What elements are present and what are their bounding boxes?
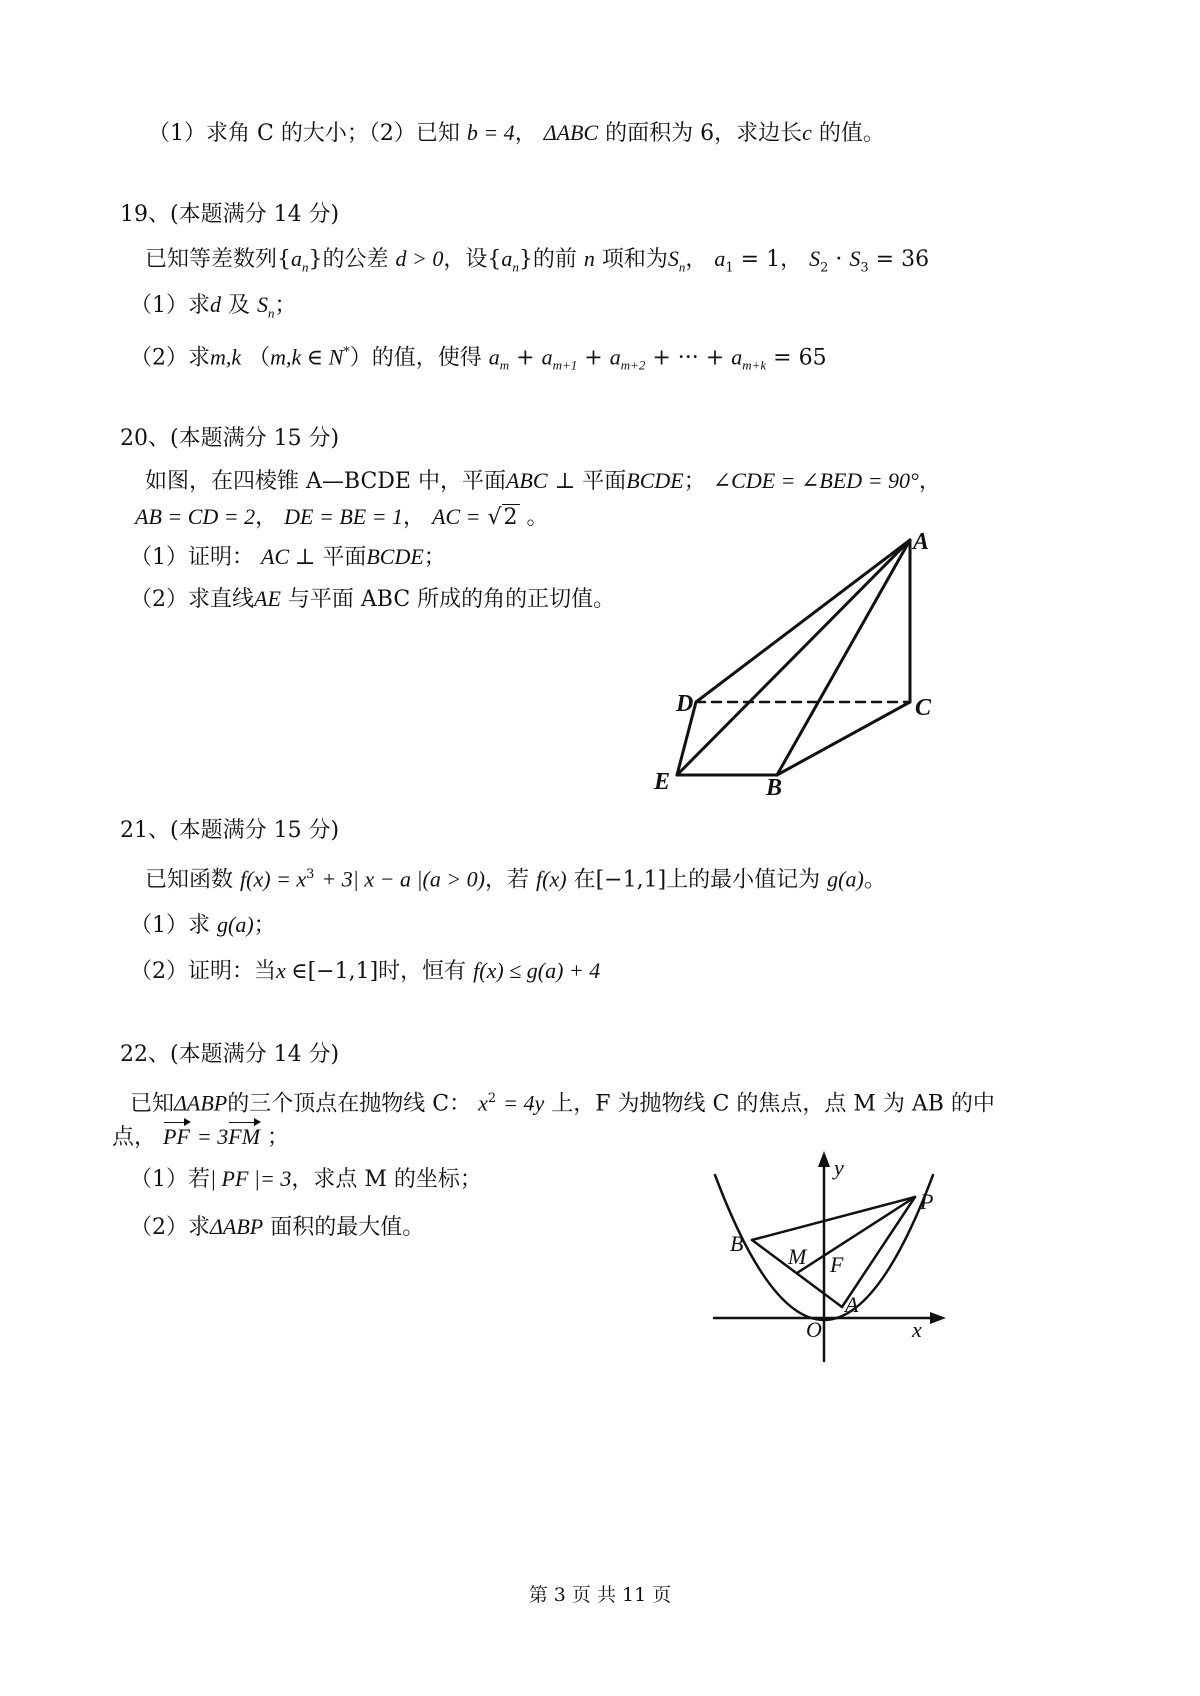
median-M-P [797,1197,915,1273]
q22-stem1 [130,1084,995,1119]
q21-fx-def: f(x) = x [240,866,307,892]
q20-bcde: BCDE [626,468,684,493]
parabola-figure [700,1145,960,1370]
q21-stem [145,860,886,895]
q19-p1-a: （1）求 [130,293,210,318]
q19-stem-c: ，设{ [443,247,502,272]
q22-p2-a: （2）求 [130,1215,210,1240]
q21-part1: （1）求 g(a)； [130,912,276,938]
q19-an-2: a [501,246,513,271]
q21-inequality: f(x) ≤ g(a) + 4 [473,958,601,983]
q21-p1-ga: g(a) [217,912,254,937]
q21-stem-d: 上的最小值记为 [666,867,821,893]
label-D: D [676,691,694,717]
q19-S2: S [809,246,821,271]
q21-p2-interval: [−1,1] [307,959,379,984]
q19-d-positive: d > 0 [395,246,444,271]
q18-b-value: b = 4 [466,120,515,145]
q20-header: 20、(本题满分 15 分) [120,426,340,451]
q21-interval: [−1,1] [595,867,667,893]
q21-p2-b: 时，恒有 [378,959,467,984]
q19-sum-value: = 65 [773,345,827,371]
q21-cube: 3 [306,867,315,882]
q20-perp: ⊥ [554,469,576,494]
q21-fx-rest: + 3| x − a |(a > 0) [321,866,485,892]
q19-stem: 已知等差数列$\{a_n\}$的公差 d > 0，设$\{a_n\}$的前 n 项和为$S_n$， $a_1 = 1$， $S_2 \cdot S_3 = 36$ [145,246,930,276]
q21-ga: g(a) [827,866,864,892]
q22-p2-b: 面积的最大值。 [270,1215,425,1240]
q19-p1-d: d [210,292,221,317]
q18-area-text: 的面积为 6，求边长 [605,121,803,146]
q19-S: S [667,246,679,271]
q19-S3: S [849,246,861,271]
q19-sum-sub-1: m+1 [552,357,578,373]
q20-p1: （1）证明： [130,545,254,570]
q20-part1: （1）证明： AC ⊥ 平面BCDE； [130,544,446,570]
q18-parts: （1）求角 C 的大小；（2）已知 b = 4， ΔABC 的面积为 6，求边长c 的值。 [148,120,885,146]
q20-ae: AE [254,586,281,611]
q20-abc: ABC [505,468,548,493]
q21-p1: （1）求 [130,913,210,938]
q22-p1-b: ，求点 M 的坐标； [291,1167,482,1192]
q19-header: 19、(本题满分 14 分) [120,202,340,227]
q19-S-sub: n [678,259,686,275]
q20-stem1: 如图，在四棱锥 A—BCDE 中，平面ABC ⊥ 平面BCDE； ∠CDE = ∠BED = 90°， [145,468,941,494]
label-O: O [806,1317,822,1342]
q18-end: 的值。 [818,121,885,146]
q19-S3-sub: 3 [860,260,869,276]
q19-an-sub-2: n [512,259,519,275]
q22-stem-c: 上，F 为抛物线 C 的焦点，点 M 为 AB 的中 [551,1091,995,1117]
q19-stem-e: 项和为 [601,247,668,272]
q22-stem-b: 的三个顶点在抛物线 C： [227,1091,472,1117]
q19-p1-b: 及 [228,293,251,318]
label-x: x [912,1317,922,1342]
q22-vec-fm: FM [228,1122,260,1152]
q22-part2 [130,1212,424,1243]
q22-stem2-a: 点， [112,1125,157,1150]
q19-a1-value: = 1 [740,247,781,272]
q22-vec-pf: PF [163,1122,190,1152]
q19-n: n [583,246,595,271]
q22-parab-x: x [478,1090,488,1116]
q20-p1-plane: 平面 [322,545,367,570]
label-C: C [915,695,932,721]
label-P: P [920,1189,934,1214]
q22-part1 [130,1164,482,1195]
q21-stem-a: 已知函数 [145,867,234,893]
q20-ab-cd: AB = CD = 2 [135,504,256,529]
label-E: E [654,769,671,795]
q19-p2-b: ）的值，使得 [349,345,482,371]
q19-S2-sub: 2 [820,260,829,276]
q19-mk-in: m,k ∈ N [270,344,344,370]
q19-p1-S-sub: n [268,305,275,321]
q22-sq: 2 [487,1091,497,1106]
q19-part2: （2）求m,k （m,k ∈ N*）的值，使得 $a_m + a_{m+1} + a_{m+2}$ + ··· + $a_{m+k} = 65$ [130,344,827,373]
label-F: F [830,1252,844,1277]
edge-A-D [696,540,910,702]
q20-p2-b: 与平面 ABC 所成的角的正切值。 [287,587,616,612]
q19-a1: a [714,246,726,271]
q21-header: 21、(本题满分 15 分) [120,818,340,843]
q19-product-value: = 36 [875,247,930,272]
q18-triangle: ΔABC [543,120,599,145]
pyramid-figure [640,525,960,805]
label-y: y [834,1155,844,1180]
q21-stem-c: 在 [573,867,596,893]
q18-c: c [802,120,812,145]
q19-sum-sub-3: m+k [742,357,767,373]
label-B: B [730,1231,744,1256]
q21-stem-e: 。 [863,867,886,893]
q19-an-sub: n [302,259,309,275]
q19-star: * [343,345,350,360]
x-axis-arrow [930,1312,946,1324]
q21-p2-a: （2）证明：当 [130,959,276,984]
q20-p2-a: （2）求直线 [130,587,254,612]
q22-eq3: = 3 [196,1124,229,1149]
q18-part1: （1）求角 C 的大小；（2）已知 [148,121,460,146]
q19-p2-a: （2）求 [130,345,210,371]
q19-a1-sub: 1 [725,260,734,276]
q22-parab-rest: = 4y [503,1090,545,1116]
q19-part1: （1）求d 及 $S_n$； [130,292,297,321]
q21-part2 [130,956,600,987]
q20-angles: ∠CDE = ∠BED = 90° [712,468,919,493]
q19-sum-sub-0: m [499,357,510,373]
q20-plane: 平面 [582,469,627,494]
y-axis-arrow [818,1151,830,1167]
edge-A-E [677,540,910,775]
q19-p1-S: S [257,292,269,317]
q21-x-in: x ∈ [276,958,308,983]
q22-abp: ΔABP [174,1090,228,1116]
q19-an: a [291,246,302,271]
q19-stem-b: }的公差 [308,247,389,272]
q20-part2 [130,584,615,615]
q20-stem2: AB = CD = 2， DE = BE = 1， AC = √2 。 [135,504,549,530]
q20-sqrt2: 2 [503,505,518,530]
q22-p2-abp: ΔABP [210,1214,264,1239]
q22-stem2: 点， PF = 3FM ； [112,1124,290,1150]
q20-p1-bcde: BCDE [366,544,424,569]
q22-header: 22、(本题满分 14 分) [120,1042,340,1067]
q20-de-be: DE = BE = 1 [284,504,404,529]
q19-stem-d: }的前 [518,247,577,272]
q19-stem-a: 已知等差数列{ [145,247,291,272]
q21-stem-b: ，若 [485,867,530,893]
label-A: A [913,529,930,555]
q22-pf-abs: | PF |= 3 [210,1166,292,1191]
label-B: B [766,775,783,801]
q19-mk: m,k [210,344,242,370]
page-footer: 第 3 页 共 11 页 [528,1584,672,1606]
label-A: A [845,1292,859,1317]
q22-stem-a: 已知 [130,1091,175,1117]
q21-fx: f(x) [536,866,567,892]
q22-p1-a: （1）若 [130,1167,210,1192]
q20-stem1-a: 如图，在四棱锥 A—BCDE 中，平面 [145,469,506,494]
q19-sum-sub-2: m+2 [620,357,646,373]
q20-p1-expr: AC ⊥ [261,544,316,569]
q20-ac: AC = [432,504,481,529]
label-M: M [788,1244,807,1269]
